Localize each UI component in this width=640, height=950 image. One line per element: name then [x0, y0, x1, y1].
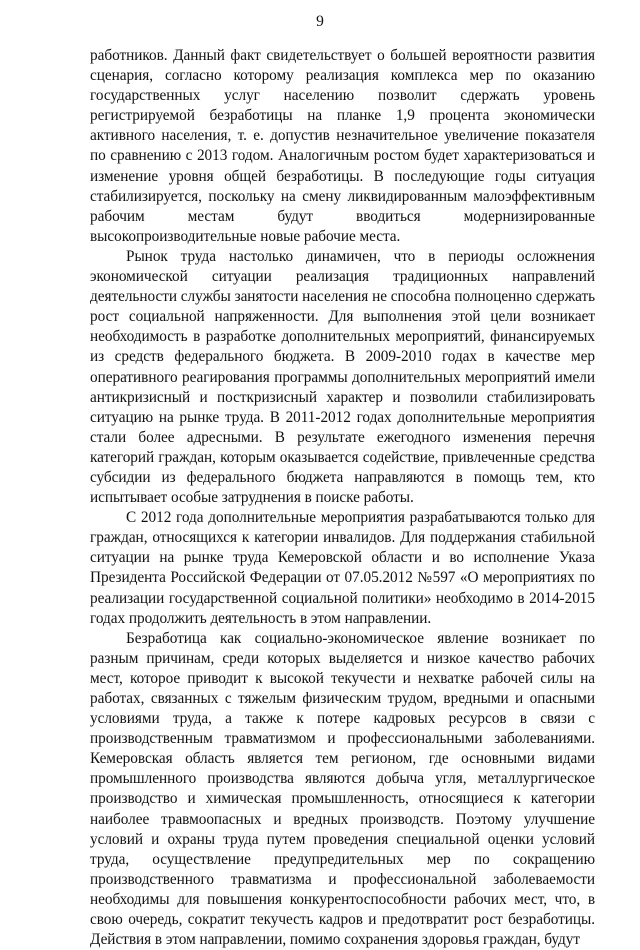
paragraph-unemployment-causes: Безработица как социально-экономическое явление возникает по разным причинам, среди которых выделяется и низкое качество рабочих мест, которое приводит к высокой текучести и нехватке рабочей силы на работах, связанных с тяжелым физическим трудом, вредными и опасными условиями труда, а также к потере кадровых ресурсов в связи с производственным травматизмом и профессиональными заболеваниями. Кемеровская область является тем регионом, где основными видами промышленного производства являются добыча угля, металлургическое производство и химическая промышленность, относящиеся к категории наиболее травмоопасных и вредных производств. Поэтому улучшение условий и охраны труда путем проведения специальной оценки условий труда, осуществление предупредительных мер по сокращению производственного травматизма и профессиональной заболеваемости необходимы для повышения конкурентоспособности рабочих мест, что, в свою очередь, сократит текучесть кадров и предотвратит рост безработицы. Действия в этом направлении, помимо сохранения здоровья граждан, будут [90, 629, 595, 949]
page-number: 9 [316, 13, 324, 30]
paragraph-labor-market: Рынок труда настолько динамичен, что в периоды осложнения экономической ситуации реализация традиционных направлений деятельности службы занятости населения не способна полноценно сдержать рост социальной напряженности. Для выполнения этой цели возникает необходимость в разработке дополнительных мероприятий, финансируемых из средств федерального бюджета. В 2009-2010 годах в качестве мер оперативного реагирования программы дополнительных мероприятий имели антикризисный и посткризисный характер и позволили стабилизировать ситуацию на рынке труда. В 2011-2012 годах дополнительные мероприятия стали более адресными. В результате ежегодного изменения перечня категорий граждан, которым оказывается содействие, привлеченные средства субсидии из федерального бюджета направляются в помощь тем, кто испытывает особые затруднения в поиске работы. [90, 247, 595, 507]
document-body [90, 46, 595, 950]
paragraph-continuation: работников. Данный факт свидетельствует о большей вероятности развития сценария, согласно которому реализация комплекса мер по оказанию государственных услуг населению позволит сдержать уровень регистрируемой безработицы на планке 1,9 процента экономически активного населения, т. е. допустив незначительное увеличение показателя по сравнению с 2013 годом. Аналогичным ростом будет характеризоваться и изменение уровня общей безработицы. В последующие годы ситуация стабилизируется, поскольку на смену ликвидированным малоэффективным рабочим местам будут вводиться модернизированные высокопроизводительные новые рабочие места. [90, 47, 595, 245]
paragraph-2012-measures: С 2012 года дополнительные мероприятия разрабатываются только для граждан, относящихся к категории инвалидов. Для поддержания стабильной ситуации на рынке труда Кемеровской области и во исполнение Указа Президента Российской Федерации от 07.05.2012 №597 «О мероприятиях по реализации государственной социальной политики» необходимо в 2014-2015 годах продолжить деятельность в этом направлении. [90, 509, 595, 627]
